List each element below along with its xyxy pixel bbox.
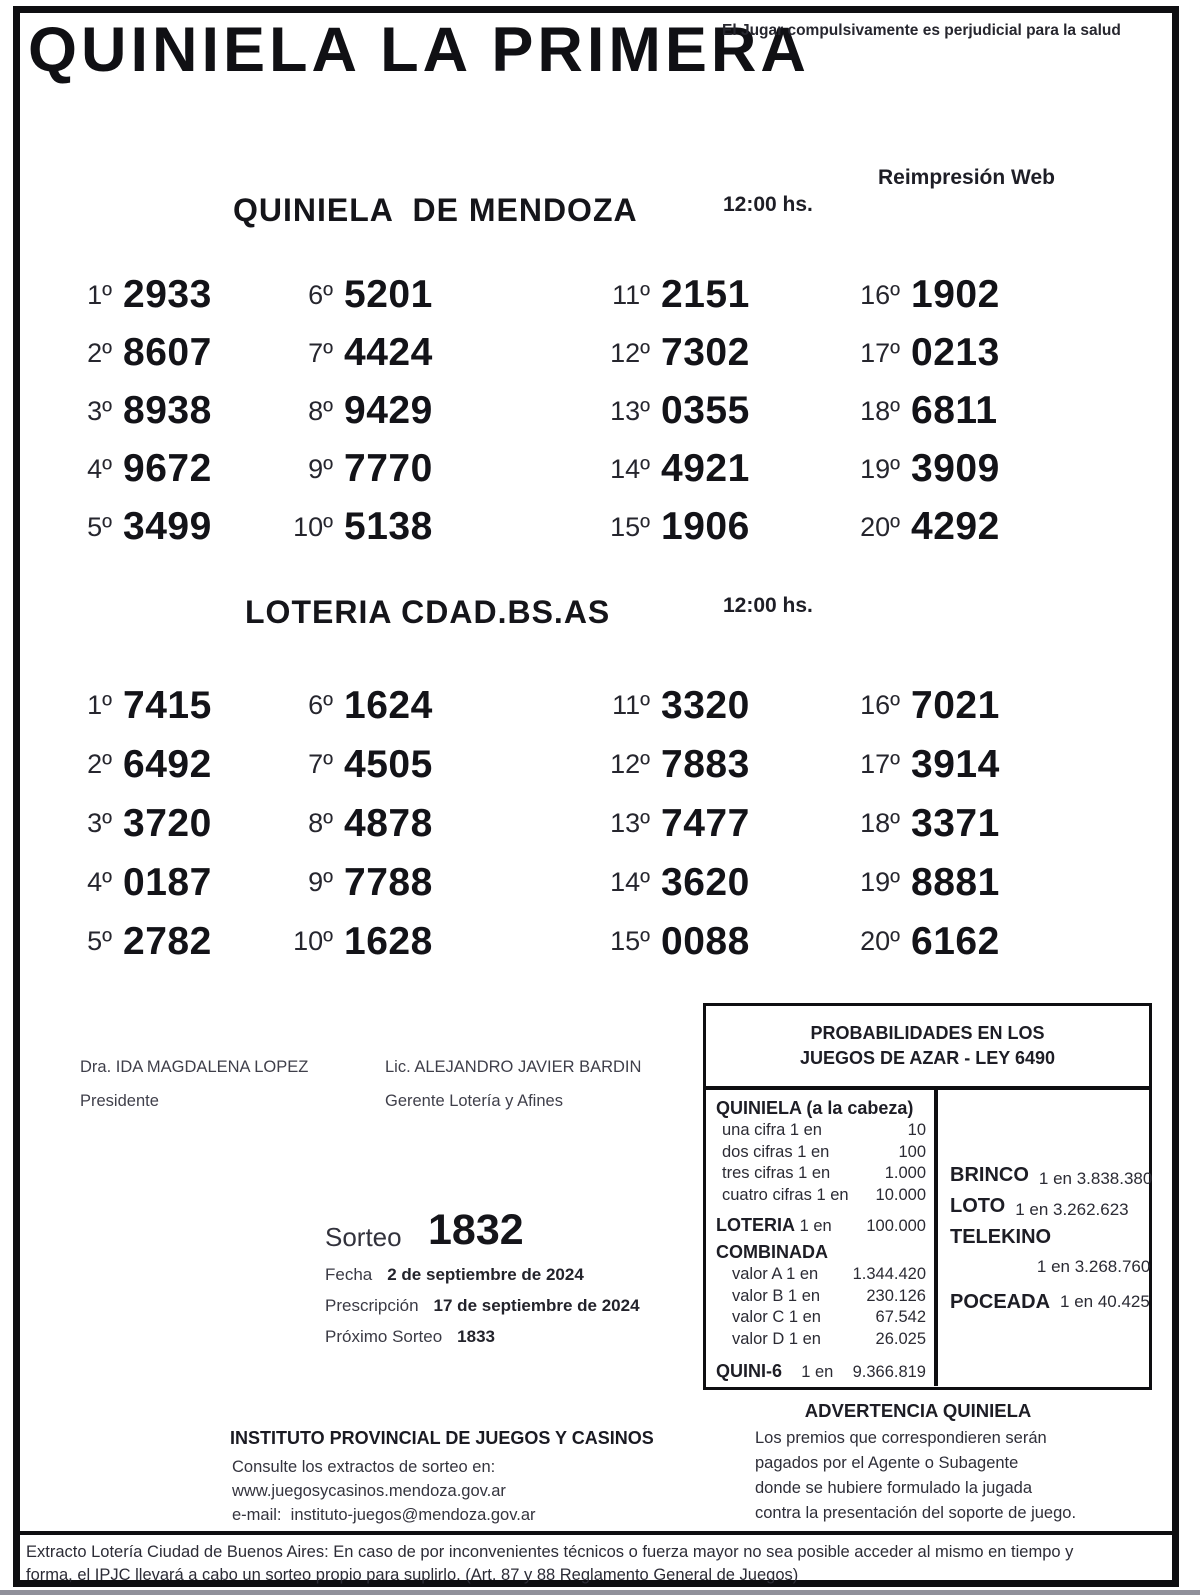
draw-position: 12º (610, 337, 650, 368)
institute-line: www.juegosycasinos.mendoza.gov.ar (232, 1482, 506, 1500)
draw-number: 7770 (344, 447, 433, 490)
draw-position: 6º (308, 279, 333, 310)
quini6-odds-name: QUINI-6 (716, 1361, 783, 1381)
results-grid-mendoza (56, 266, 1146, 556)
gambling-warning-text: El Jugar compulsivamente es perjudicial para la salud (722, 22, 1121, 39)
odds-row (716, 1286, 926, 1308)
game-odds-value: 1 en 3.268.760 (1036, 1257, 1151, 1276)
draw-position: 13º (610, 808, 650, 838)
draw-position: 16º (860, 690, 900, 720)
draw-position: 2º (87, 337, 112, 368)
game-odds-loto (950, 1195, 1152, 1217)
draw-position: 14º (610, 453, 650, 484)
draw-result (594, 266, 844, 324)
footer-line: forma, el IPJC llevará a cabo un sorteo propio para suplirlo. (Art. 87 y 88 Reglamento General de Juegos) (26, 1566, 799, 1584)
odds-value: 100 (898, 1142, 926, 1161)
draw-position: 15º (610, 511, 650, 542)
draw-position: 12º (610, 749, 650, 779)
draw-result (277, 266, 594, 324)
draw-position: 6º (308, 690, 333, 720)
quiniela-odds-rows (716, 1120, 926, 1206)
odds-row (716, 1163, 926, 1185)
game-odds-value: 1 en 40.425 (1060, 1292, 1150, 1311)
prescripcion-value: 17 de septiembre de 2024 (433, 1296, 640, 1315)
draw-result (844, 676, 1146, 735)
draw-result (594, 853, 844, 912)
draw-position: 3º (87, 808, 112, 838)
draw-position: 20º (860, 511, 900, 542)
advertencia-line: donde se hubiere formulado la jugada (755, 1479, 1033, 1497)
draw-result (277, 853, 594, 912)
draw-position: 7º (308, 337, 333, 368)
draw-number: 7883 (661, 742, 750, 786)
game-name: LOTO (950, 1195, 1006, 1217)
probabilities-body (706, 1090, 1153, 1386)
draw-number: 1906 (661, 505, 750, 548)
odds-value: 1.000 (884, 1164, 926, 1182)
draw-result (56, 498, 277, 556)
draw-number: 4292 (911, 505, 1000, 548)
draw-number: 1902 (911, 273, 1000, 316)
draw-number: 2933 (123, 273, 212, 316)
probabilities-right-column (938, 1090, 1162, 1386)
draw-number: 9429 (344, 389, 433, 432)
draw-result (277, 912, 594, 971)
draw-result (277, 794, 594, 853)
odds-label: valor A 1 en (732, 1265, 819, 1283)
probabilities-left-column (706, 1090, 938, 1386)
loteria-odds-name: LOTERIA (716, 1215, 795, 1235)
combinada-odds-header: COMBINADA (716, 1242, 828, 1262)
combinada-odds-rows (716, 1264, 926, 1350)
odds-label: cuatro cifras 1 en (722, 1185, 849, 1204)
odds-label: dos cifras 1 en (722, 1142, 830, 1161)
official-name: Lic. ALEJANDRO JAVIER BARDIN (385, 1058, 642, 1076)
draw-number: 1628 (344, 919, 433, 963)
draw-number: 3620 (661, 860, 750, 904)
game-odds-value: 1 en 3.262.623 (1015, 1200, 1129, 1219)
draw-position: 5º (87, 511, 112, 542)
draw-number: 5138 (344, 505, 433, 548)
odds-row (716, 1120, 926, 1142)
draw-position: 11º (612, 279, 650, 310)
odds-value: 230.126 (866, 1286, 926, 1305)
draw-number: 6162 (911, 919, 1000, 963)
draw-result (277, 735, 594, 794)
draw-result (594, 794, 844, 853)
draw-position: 16º (860, 279, 900, 310)
official-role: Presidente (80, 1092, 159, 1110)
draw-position: 1º (87, 279, 112, 310)
draw-result (277, 324, 594, 382)
footer-legal-text (26, 1541, 1171, 1587)
draw-position: 15º (610, 926, 650, 956)
advertencia-line: contra la presentación del soporte de juego. (755, 1504, 1077, 1522)
draw-result (594, 498, 844, 556)
draw-position: 18º (860, 395, 900, 426)
quini6-odds-value: 9.366.819 (852, 1363, 926, 1381)
draw-number: 3914 (911, 742, 1000, 786)
draw-number: 7477 (661, 801, 750, 845)
probabilities-box (703, 1003, 1152, 1390)
game-odds-poceada (950, 1291, 1152, 1313)
draw-position: 9º (308, 453, 333, 484)
footer-line: Extracto Lotería Ciudad de Buenos Aires: En caso de por inconvenientes técnicos o fuerza mayor no sea posible acceder al mismo en tiempo y (26, 1543, 1074, 1561)
draw-result (594, 440, 844, 498)
odds-label: tres cifras 1 en (722, 1164, 831, 1182)
reprint-web-label: Reimpresión Web (878, 166, 1055, 189)
institute-contact-lines (232, 1455, 536, 1527)
quini6-odds-row (716, 1359, 926, 1384)
draw-number: 6811 (911, 389, 998, 432)
draw-result (594, 912, 844, 971)
draw-result (56, 324, 277, 382)
odds-row (716, 1264, 926, 1286)
odds-row (716, 1329, 926, 1351)
official-role: Gerente Lotería y Afines (385, 1092, 563, 1110)
draw-number: 8938 (123, 389, 212, 432)
game-odds-value: 1 en 3.838.380 (1038, 1169, 1153, 1188)
section-heading-bsas: LOTERIA CDAD.BS.AS (245, 594, 611, 630)
draw-position: 18º (860, 808, 900, 838)
draw-number: 0213 (911, 331, 1000, 374)
quini6-odds-label: 1 en (801, 1363, 834, 1381)
draw-result (844, 266, 1146, 324)
draw-position: 10º (293, 511, 333, 542)
draw-number: 3499 (123, 505, 212, 548)
draw-result (844, 853, 1146, 912)
page-title: QUINIELA LA PRIMERA (28, 15, 810, 85)
draw-number: 2151 (661, 273, 750, 316)
draw-position: 8º (308, 808, 333, 838)
odds-row (716, 1185, 926, 1207)
draw-number: 0088 (661, 919, 750, 963)
game-name: BRINCO (950, 1164, 1029, 1186)
draw-position: 19º (860, 453, 900, 484)
draw-position: 8º (308, 395, 333, 426)
proximo-sorteo-value: 1833 (457, 1327, 495, 1346)
draw-result (594, 382, 844, 440)
draw-result (594, 676, 844, 735)
draw-result (56, 440, 277, 498)
draw-number: 3320 (661, 683, 750, 727)
draw-number: 8881 (911, 860, 1000, 904)
draw-position: 11º (612, 690, 650, 720)
loteria-odds-row (716, 1213, 926, 1238)
game-odds-telekino (950, 1226, 1152, 1248)
draw-position: 17º (860, 749, 900, 779)
section-time-bsas: 12:00 hs. (723, 594, 813, 617)
draw-number: 9672 (123, 447, 212, 490)
draw-number: 4424 (344, 331, 433, 374)
section-time-mendoza: 12:00 hs. (723, 193, 813, 216)
institute-line: Consulte los extractos de sorteo en: (232, 1458, 496, 1476)
draw-position: 20º (860, 926, 900, 956)
advertencia-title: ADVERTENCIA QUINIELA (804, 1400, 1032, 1421)
draw-position: 10º (293, 926, 333, 956)
institute-line: e-mail: instituto-juegos@mendoza.gov.ar (232, 1506, 536, 1524)
draw-position: 4º (87, 867, 112, 897)
draw-result (844, 498, 1146, 556)
draw-number: 8607 (123, 331, 212, 374)
draw-position: 7º (308, 749, 333, 779)
sorteo-label: Sorteo (325, 1222, 402, 1252)
draw-result (56, 382, 277, 440)
game-name: POCEADA (950, 1291, 1051, 1313)
odds-value: 26.025 (875, 1329, 926, 1348)
draw-position: 9º (308, 867, 333, 897)
proximo-sorteo-label: Próximo Sorteo (325, 1327, 443, 1346)
draw-position: 19º (860, 867, 900, 897)
odds-label: valor B 1 en (732, 1286, 821, 1305)
prescripcion-label: Prescripción (325, 1296, 419, 1315)
draw-result (844, 912, 1146, 971)
probabilities-title (706, 1006, 1149, 1090)
draw-number: 3909 (911, 447, 1000, 490)
institute-name: INSTITUTO PROVINCIAL DE JUEGOS Y CASINOS (230, 1428, 654, 1448)
draw-number: 7021 (911, 683, 1000, 727)
draw-result (844, 794, 1146, 853)
draw-result (56, 794, 277, 853)
probabilities-title-line1: PROBABILIDADES EN LOS (810, 1023, 1045, 1043)
odds-label: valor C 1 en (732, 1308, 821, 1326)
loteria-odds-label: 1 en (799, 1217, 832, 1235)
draw-number: 3371 (911, 801, 1000, 845)
official-name: Dra. IDA MAGDALENA LOPEZ (80, 1058, 309, 1076)
draw-result (56, 266, 277, 324)
draw-number: 6492 (123, 742, 212, 786)
draw-number: 1624 (344, 683, 433, 727)
draw-result (56, 912, 277, 971)
advertencia-line: pagados por el Agente o Subagente (755, 1454, 1019, 1472)
fecha-label: Fecha (325, 1265, 373, 1284)
odds-value: 67.542 (875, 1308, 926, 1326)
game-odds-brinco (950, 1164, 1152, 1186)
fecha-row (325, 1265, 584, 1285)
draw-number: 0355 (661, 389, 750, 432)
draw-result (277, 382, 594, 440)
odds-label: una cifra 1 en (722, 1121, 822, 1139)
draw-number: 4878 (344, 801, 433, 845)
draw-position: 1º (87, 690, 112, 720)
draw-number: 3720 (123, 801, 212, 845)
draw-position: 5º (87, 926, 112, 956)
draw-result (844, 382, 1146, 440)
odds-label: valor D 1 en (732, 1329, 821, 1348)
draw-number: 2782 (123, 919, 212, 963)
advertencia-line: Los premios que correspondieren serán (755, 1429, 1047, 1447)
draw-result (56, 735, 277, 794)
fecha-value: 2 de septiembre de 2024 (387, 1265, 584, 1284)
draw-number: 5201 (344, 273, 433, 316)
footer-divider (20, 1531, 1179, 1535)
draw-position: 17º (860, 337, 900, 368)
advertencia-text (755, 1426, 1175, 1526)
results-grid-bsas (56, 676, 1146, 971)
quiniela-odds-header: QUINIELA (a la cabeza) (716, 1098, 914, 1118)
loteria-odds-value: 100.000 (866, 1217, 926, 1235)
draw-position: 3º (87, 395, 112, 426)
draw-result (277, 440, 594, 498)
draw-number: 0187 (123, 860, 212, 904)
draw-result (844, 735, 1146, 794)
odds-row (716, 1307, 926, 1329)
draw-result (277, 498, 594, 556)
draw-number: 7302 (661, 331, 750, 374)
official-president (80, 1058, 308, 1111)
game-name: TELEKINO (950, 1226, 1052, 1248)
draw-position: 2º (87, 749, 112, 779)
draw-result (844, 440, 1146, 498)
proximo-sorteo-row (325, 1327, 495, 1347)
draw-result (844, 324, 1146, 382)
draw-position: 13º (610, 395, 650, 426)
draw-result (594, 735, 844, 794)
prescripcion-row (325, 1296, 640, 1316)
sorteo-number: 1832 (428, 1206, 524, 1254)
odds-row (716, 1142, 926, 1164)
scan-bottom-edge (0, 1590, 1200, 1595)
draw-number: 7788 (344, 860, 433, 904)
draw-number: 4921 (661, 447, 750, 490)
draw-result (277, 676, 594, 735)
odds-value: 1.344.420 (852, 1265, 926, 1283)
draw-result (56, 853, 277, 912)
official-manager (385, 1058, 641, 1111)
draw-number: 7415 (123, 683, 212, 727)
odds-value: 10.000 (875, 1185, 926, 1204)
draw-position: 4º (87, 453, 112, 484)
draw-result (56, 676, 277, 735)
probabilities-title-line2: JUEGOS DE AZAR - LEY 6490 (799, 1048, 1056, 1068)
draw-position: 14º (610, 867, 650, 897)
draw-result (594, 324, 844, 382)
section-heading-mendoza: QUINIELA DE MENDOZA (233, 192, 638, 228)
odds-value: 10 (907, 1121, 926, 1139)
draw-number: 4505 (344, 742, 433, 786)
